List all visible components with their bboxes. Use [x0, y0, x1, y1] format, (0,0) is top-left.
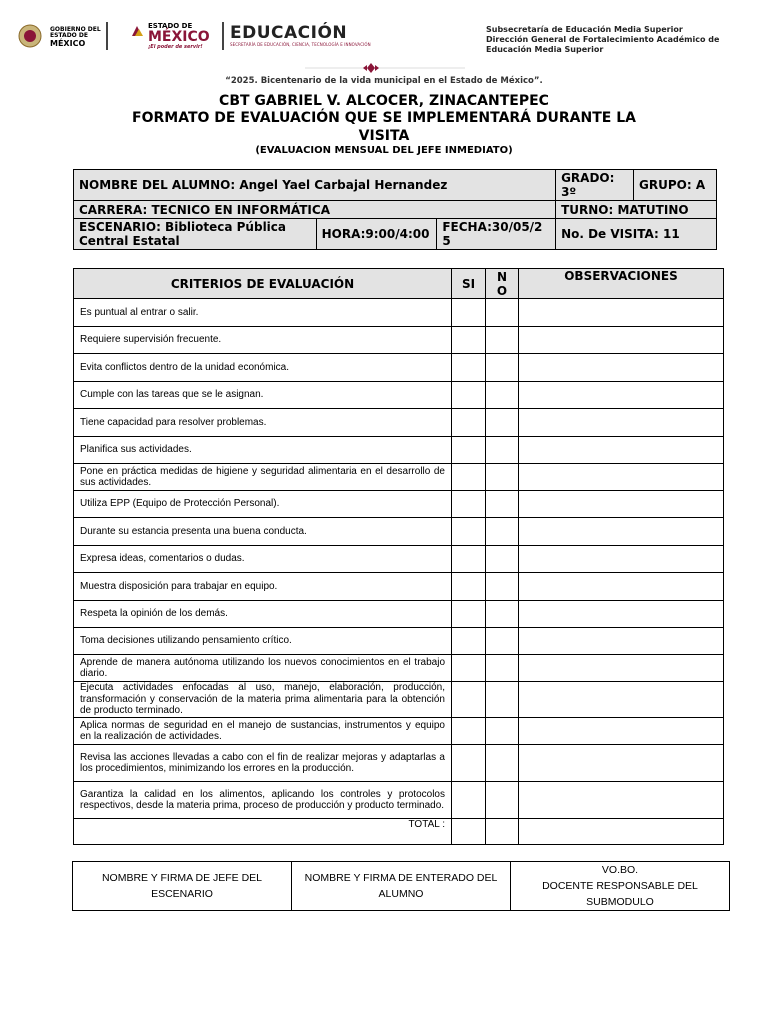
observation-cell[interactable]	[519, 546, 724, 573]
observation-cell[interactable]	[519, 718, 724, 745]
edomex-logo-icon	[130, 24, 144, 38]
gobierno-logo-text: GOBIERNO DEL ESTADO DE MÉXICO	[50, 26, 101, 48]
yes-cell[interactable]	[452, 437, 486, 464]
criteria-text: Cumple con las tareas que se le asignan.	[74, 382, 452, 409]
criteria-row	[74, 382, 724, 409]
yes-cell[interactable]	[452, 382, 486, 409]
date: FECHA:30/05/25	[437, 219, 556, 250]
criteria-row	[74, 464, 724, 491]
page-header	[18, 18, 758, 56]
alumno-signature-box[interactable]: NOMBRE Y FIRMA DE ENTERADO DEL ALUMNO	[292, 862, 511, 911]
criteria-row	[74, 628, 724, 655]
divider	[222, 22, 224, 50]
ornament-icon	[360, 62, 382, 74]
jefe-signature-box[interactable]: NOMBRE Y FIRMA DE JEFE DEL ESCENARIO	[73, 862, 292, 911]
no-cell[interactable]	[486, 718, 519, 745]
criteria-text: Muestra disposición para trabajar en equipo.	[74, 573, 452, 601]
no-cell[interactable]	[486, 437, 519, 464]
criteria-row	[74, 518, 724, 546]
criteria-text: Garantiza la calidad en los alimentos, aplicando los controles y protocolos respectivos, desde la materia prima, proceso de producción y producto terminado.	[74, 782, 452, 819]
student-info-table	[73, 169, 717, 250]
total-observation-cell[interactable]	[519, 819, 724, 845]
educacion-logo: EDUCACIÓN SECRETARÍA DE EDUCACIÓN, CIENCIA, TECNOLOGÍA E INNOVACIÓN	[230, 23, 371, 47]
observation-cell[interactable]	[519, 573, 724, 601]
observation-cell[interactable]	[519, 409, 724, 437]
signature-table	[72, 861, 730, 911]
yes-cell[interactable]	[452, 655, 486, 682]
yes-cell[interactable]	[452, 718, 486, 745]
no-cell[interactable]	[486, 464, 519, 491]
format-title: FORMATO DE EVALUACIÓN QUE SE IMPLEMENTARÁ DURANTE LA VISITA	[132, 110, 636, 144]
criteria-row	[74, 718, 724, 745]
yes-cell[interactable]	[452, 601, 486, 628]
total-label: TOTAL :	[74, 819, 452, 845]
visit-number: No. De VISITA: 11	[556, 219, 717, 250]
yes-cell[interactable]	[452, 464, 486, 491]
criteria-row	[74, 354, 724, 382]
yes-cell[interactable]	[452, 518, 486, 546]
observation-cell[interactable]	[519, 464, 724, 491]
criteria-text: Requiere supervisión frecuente.	[74, 327, 452, 354]
criteria-row	[74, 437, 724, 464]
career: CARRERA: TECNICO EN INFORMÁTICA	[74, 201, 556, 219]
criteria-text: Aprende de manera autónoma utilizando los nuevos conocimientos en el trabajo diario.	[74, 655, 452, 682]
yes-cell[interactable]	[452, 491, 486, 518]
criteria-text: Respeta la opinión de los demás.	[74, 601, 452, 628]
criteria-text: Revisa las acciones llevadas a cabo con el fin de realizar mejoras y adaptarlas a los procedimientos, minimizando los errores en la producción.	[74, 745, 452, 782]
criteria-text: Aplica normas de seguridad en el manejo de sustancias, instrumentos y equipo en la realización de actividades.	[74, 718, 452, 745]
criteria-text: Evita conflictos dentro de la unidad económica.	[74, 354, 452, 382]
total-yes-cell[interactable]	[452, 819, 486, 845]
no-cell[interactable]	[486, 745, 519, 782]
yes-cell[interactable]	[452, 745, 486, 782]
observation-cell[interactable]	[519, 354, 724, 382]
observation-cell[interactable]	[519, 628, 724, 655]
criteria-text: Es puntual al entrar o salir.	[74, 299, 452, 327]
criteria-text: Ejecuta actividades enfocadas al uso, manejo, elaboración, producción, transformación y conservación de la materia prima alimentaria para la obtención de producto terminado.	[74, 682, 452, 718]
observation-cell[interactable]	[519, 327, 724, 354]
state-seal-icon	[18, 24, 42, 48]
yes-cell[interactable]	[452, 573, 486, 601]
no-cell[interactable]	[486, 601, 519, 628]
yes-cell[interactable]	[452, 409, 486, 437]
criteria-row	[74, 546, 724, 573]
yes-cell[interactable]	[452, 782, 486, 819]
no-cell[interactable]	[486, 382, 519, 409]
observation-cell[interactable]	[519, 299, 724, 327]
criteria-row	[74, 601, 724, 628]
criteria-header: CRITERIOS DE EVALUACIÓN	[74, 269, 452, 299]
criteria-row	[74, 782, 724, 819]
yes-cell[interactable]	[452, 327, 486, 354]
criteria-row	[74, 745, 724, 782]
scenario: ESCENARIO: Biblioteca Pública Central Estatal	[74, 219, 317, 250]
criteria-row	[74, 409, 724, 437]
criteria-text: Toma decisiones utilizando pensamiento crítico.	[74, 628, 452, 655]
observation-cell[interactable]	[519, 782, 724, 819]
criteria-text: Planifica sus actividades.	[74, 437, 452, 464]
observation-cell[interactable]	[519, 601, 724, 628]
observation-cell[interactable]	[519, 745, 724, 782]
school-title: CBT GABRIEL V. ALCOCER, ZINACANTEPEC	[219, 93, 549, 109]
edomex-logo-text: ESTADO DE MÉXICO ¡El poder de servir!	[148, 22, 210, 50]
observation-cell[interactable]	[519, 437, 724, 464]
no-cell[interactable]	[486, 491, 519, 518]
no-cell[interactable]	[486, 682, 519, 718]
criteria-text: Pone en práctica medidas de higiene y seguridad alimentaria en el desarrollo de sus actividades.	[74, 464, 452, 491]
no-cell[interactable]	[486, 327, 519, 354]
group: GRUPO: A	[634, 170, 717, 201]
criteria-text: Expresa ideas, comentarios o dudas.	[74, 546, 452, 573]
no-cell[interactable]	[486, 409, 519, 437]
criteria-row	[74, 682, 724, 718]
criteria-row	[74, 655, 724, 682]
bicentenario-slogan: “2025. Bicentenario de la vida municipal en el Estado de México”.	[225, 76, 543, 86]
no-cell[interactable]	[486, 628, 519, 655]
evaluation-criteria-table	[73, 268, 724, 845]
subsecretaria-text: Subsecretaría de Educación Media Superior Dirección General de Fortalecimiento Académico de Educación Media Superior	[486, 25, 720, 54]
format-subtitle: (EVALUACION MENSUAL DEL JEFE INMEDIATO)	[255, 145, 513, 156]
schedule: HORA:9:00/4:00	[316, 219, 437, 250]
observation-cell[interactable]	[519, 655, 724, 682]
no-cell[interactable]	[486, 655, 519, 682]
shift: TURNO: MATUTINO	[556, 201, 717, 219]
yes-cell[interactable]	[452, 299, 486, 327]
no-cell[interactable]	[486, 299, 519, 327]
criteria-row	[74, 491, 724, 518]
yes-cell[interactable]	[452, 682, 486, 718]
no-header: NO	[486, 269, 519, 299]
criteria-row	[74, 327, 724, 354]
total-no-cell[interactable]	[486, 819, 519, 845]
criteria-text: Utiliza EPP (Equipo de Protección Personal).	[74, 491, 452, 518]
yes-cell[interactable]	[452, 354, 486, 382]
criteria-row	[74, 573, 724, 601]
criteria-row	[74, 299, 724, 327]
observation-cell[interactable]	[519, 682, 724, 718]
no-cell[interactable]	[486, 546, 519, 573]
yes-cell[interactable]	[452, 628, 486, 655]
vobo-signature-box[interactable]: VO.BO. DOCENTE RESPONSABLE DEL SUBMODULO	[511, 862, 730, 911]
yes-cell[interactable]	[452, 546, 486, 573]
no-cell[interactable]	[486, 573, 519, 601]
total-row	[74, 819, 724, 845]
no-cell[interactable]	[486, 518, 519, 546]
criteria-text: Tiene capacidad para resolver problemas.	[74, 409, 452, 437]
no-cell[interactable]	[486, 782, 519, 819]
student-name: NOMBRE DEL ALUMNO: Angel Yael Carbajal Hernandez	[74, 170, 556, 201]
observation-cell[interactable]	[519, 518, 724, 546]
divider	[106, 22, 108, 50]
no-cell[interactable]	[486, 354, 519, 382]
yes-header: SI	[452, 269, 486, 299]
observation-cell[interactable]	[519, 491, 724, 518]
observation-cell[interactable]	[519, 382, 724, 409]
grade: GRADO: 3º	[556, 170, 634, 201]
observations-header: OBSERVACIONES	[519, 269, 724, 299]
criteria-text: Durante su estancia presenta una buena conducta.	[74, 518, 452, 546]
decorative-line	[305, 67, 465, 69]
